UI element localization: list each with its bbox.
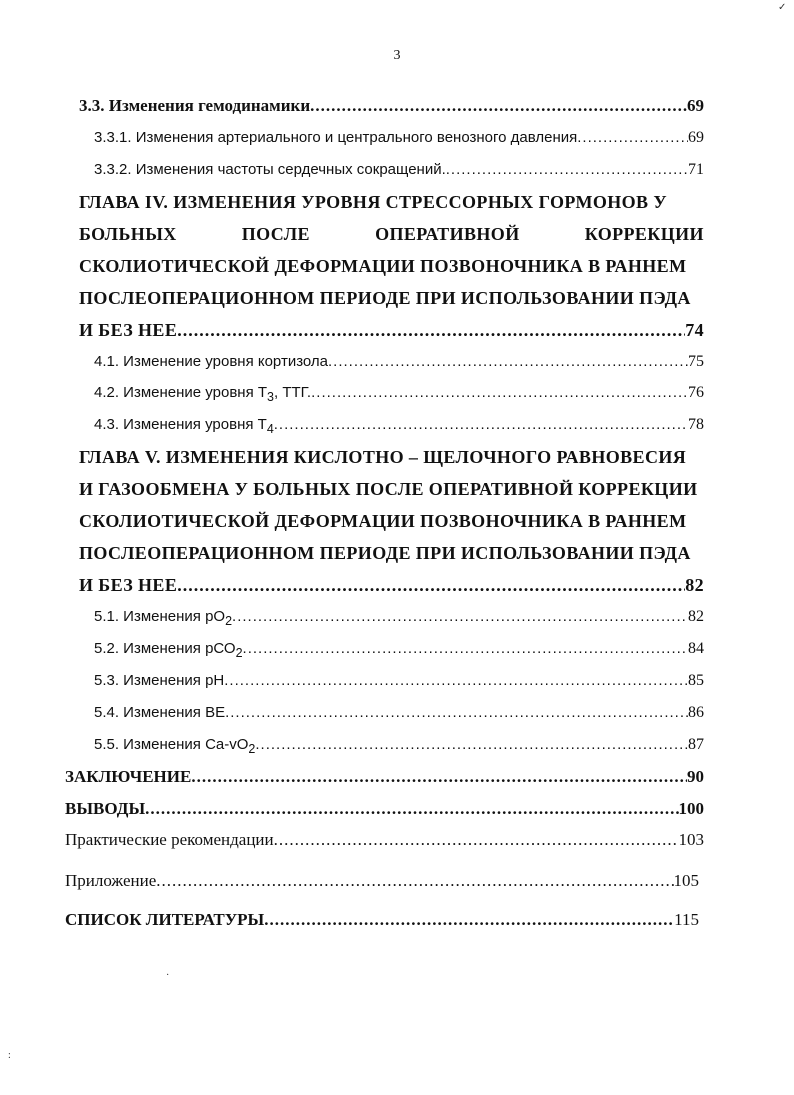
toc-entry-label <box>94 416 274 436</box>
toc-entry-page: 75 <box>688 353 704 370</box>
subscript: 2 <box>225 614 233 628</box>
chapter-4-title-line-2 <box>79 224 704 245</box>
leader-dots <box>577 129 688 146</box>
toc-entry-label: ВЫВОДЫ <box>65 799 146 818</box>
toc-label-text: 5.2. Изменения рСО <box>94 640 236 657</box>
scan-speck: : <box>8 1050 11 1061</box>
chapter-5-title-line-1: ГЛАВА V. ИЗМЕНЕНИЯ КИСЛОТНО – ЩЕЛОЧНОГО РАВНОВЕСИЯ <box>79 447 687 467</box>
toc-entry-label: И БЕЗ НЕЕ <box>79 575 178 595</box>
leader-dots <box>311 384 688 401</box>
toc-entry-page: 90 <box>687 767 704 786</box>
leader-dots <box>264 910 674 930</box>
chapter-4-word: ПОСЛЕ <box>241 224 310 244</box>
chapter-4-title-line-4: ПОСЛЕОПЕРАЦИОННОМ ПЕРИОДЕ ПРИ ИСПОЛЬЗОВАНИИ ПЭДА <box>79 288 691 308</box>
toc-entry-5-3[interactable] <box>94 672 704 690</box>
toc-entry-label: ЗАКЛЮЧЕНИЕ <box>65 767 192 786</box>
toc-entry-label: 4.1. Изменение уровня кортизола <box>94 353 329 370</box>
chapter-5-title-line-2: И ГАЗООБМЕНА У БОЛЬНЫХ ПОСЛЕ ОПЕРАТИВНОЙ КОРРЕКЦИИ <box>79 479 698 499</box>
toc-entry-page: 76 <box>688 384 704 401</box>
toc-entry-3-3-2[interactable] <box>94 161 704 179</box>
toc-entry-page: 85 <box>688 672 704 689</box>
toc-entry-conclusion[interactable] <box>65 767 704 787</box>
toc-entry-5-5[interactable] <box>94 736 704 756</box>
toc-entry-label: Практические рекомендации <box>65 830 274 849</box>
toc-entry-label: 3.3. Изменения гемодинамики <box>79 96 311 115</box>
toc-entry-3-3-1[interactable] <box>94 129 704 147</box>
toc-entry-label <box>94 640 243 660</box>
leader-dots <box>274 416 688 433</box>
toc-entry-chapter-4[interactable] <box>79 320 704 341</box>
toc-entry-recommendations[interactable] <box>65 830 704 850</box>
toc-entry-page: 74 <box>685 320 704 340</box>
toc-entry-page: 71 <box>688 161 704 178</box>
toc-label-text: 4.2. Изменение уровня Т <box>94 384 268 401</box>
leader-dots <box>255 736 688 753</box>
toc-entry-5-4[interactable] <box>94 704 704 722</box>
chapter-5-title-line-4: ПОСЛЕОПЕРАЦИОННОМ ПЕРИОДЕ ПРИ ИСПОЛЬЗОВАНИИ ПЭДА <box>79 543 691 563</box>
leader-dots <box>328 353 688 370</box>
toc-entry-label <box>94 384 311 404</box>
toc-label-text: 4.3. Изменения уровня Т <box>94 416 267 433</box>
leader-dots <box>177 320 685 341</box>
toc-entry-page: 115 <box>674 910 699 929</box>
subscript: 3 <box>267 390 274 404</box>
chapter-4-word: ОПЕРАТИВНОЙ <box>375 224 520 244</box>
toc-entry-page: 84 <box>688 640 704 657</box>
toc-entry-5-1[interactable] <box>94 608 704 628</box>
leader-dots <box>225 704 688 721</box>
leader-dots <box>274 830 679 850</box>
chapter-4-title-line-3: СКОЛИОТИЧЕСКОЙ ДЕФОРМАЦИИ ПОЗВОНОЧНИКА В РАННЕМ <box>79 256 687 276</box>
leader-dots <box>224 672 688 689</box>
leader-dots <box>446 161 688 178</box>
page-number: 3 <box>393 48 401 63</box>
toc-entry-appendix[interactable] <box>65 871 699 891</box>
toc-entry-label: 5.3. Изменения рН <box>94 672 225 689</box>
chapter-4-word: БОЛЬНЫХ <box>79 224 177 244</box>
toc-entry-label: Приложение <box>65 871 157 890</box>
chapter-4-word: КОРРЕКЦИИ <box>584 224 704 244</box>
toc-entry-3-3[interactable] <box>79 96 704 116</box>
toc-entry-page: 78 <box>688 416 704 433</box>
toc-entry-label: СПИСОК ЛИТЕРАТУРЫ <box>65 910 265 929</box>
toc-entry-4-2[interactable] <box>94 384 704 404</box>
toc-entry-page: 69 <box>687 96 704 115</box>
toc-entry-page: 105 <box>673 871 699 890</box>
subscript: 4 <box>266 422 274 436</box>
subscript: 2 <box>235 646 243 660</box>
toc-entry-4-3[interactable] <box>94 416 704 436</box>
toc-label-text: , ТТГ. <box>273 384 312 401</box>
toc-entry-label <box>94 736 255 756</box>
toc-entry-chapter-5[interactable] <box>79 575 704 596</box>
leader-dots <box>156 871 673 891</box>
toc-entry-references[interactable] <box>65 910 699 930</box>
leader-dots <box>145 799 678 819</box>
leader-dots <box>243 640 688 657</box>
toc-entry-page: 100 <box>678 799 704 818</box>
toc-entry-page: 86 <box>688 704 704 721</box>
scan-speck: · <box>166 970 170 981</box>
toc-entry-5-2[interactable] <box>94 640 704 660</box>
chapter-5-title-line-3: СКОЛИОТИЧЕСКОЙ ДЕФОРМАЦИИ ПОЗВОНОЧНИКА В РАННЕМ <box>79 511 687 531</box>
subscript: 2 <box>248 742 256 756</box>
scan-speck: ✓ <box>778 2 787 13</box>
toc-entry-4-1[interactable] <box>94 353 704 371</box>
leader-dots <box>191 767 687 787</box>
toc-entry-page: 69 <box>688 129 704 146</box>
toc-label-text: 5.1. Изменения рО <box>94 608 226 625</box>
toc-entry-label <box>94 608 232 628</box>
toc-entry-page: 82 <box>685 575 704 595</box>
toc-label-text: 5.5. Изменения Ca-vO <box>94 736 249 753</box>
toc-entry-label: 5.4. Изменения ВЕ <box>94 704 226 721</box>
toc-entry-page: 82 <box>688 608 704 625</box>
toc-entry-page: 87 <box>688 736 704 753</box>
leader-dots <box>177 575 685 596</box>
toc-entry-label: И БЕЗ НЕЕ <box>79 320 178 340</box>
leader-dots <box>232 608 688 625</box>
toc-entry-page: 103 <box>678 830 704 849</box>
toc-entry-label: 3.3.2. Изменения частоты сердечных сокращений. <box>94 161 446 178</box>
toc-entry-label: 3.3.1. Изменения артериального и центрального венозного давления <box>94 129 578 146</box>
leader-dots <box>310 96 687 116</box>
toc-entry-findings[interactable] <box>65 799 704 819</box>
chapter-4-title-line-1: ГЛАВА IV. ИЗМЕНЕНИЯ УРОВНЯ СТРЕССОРНЫХ ГОРМОНОВ У <box>79 192 667 212</box>
